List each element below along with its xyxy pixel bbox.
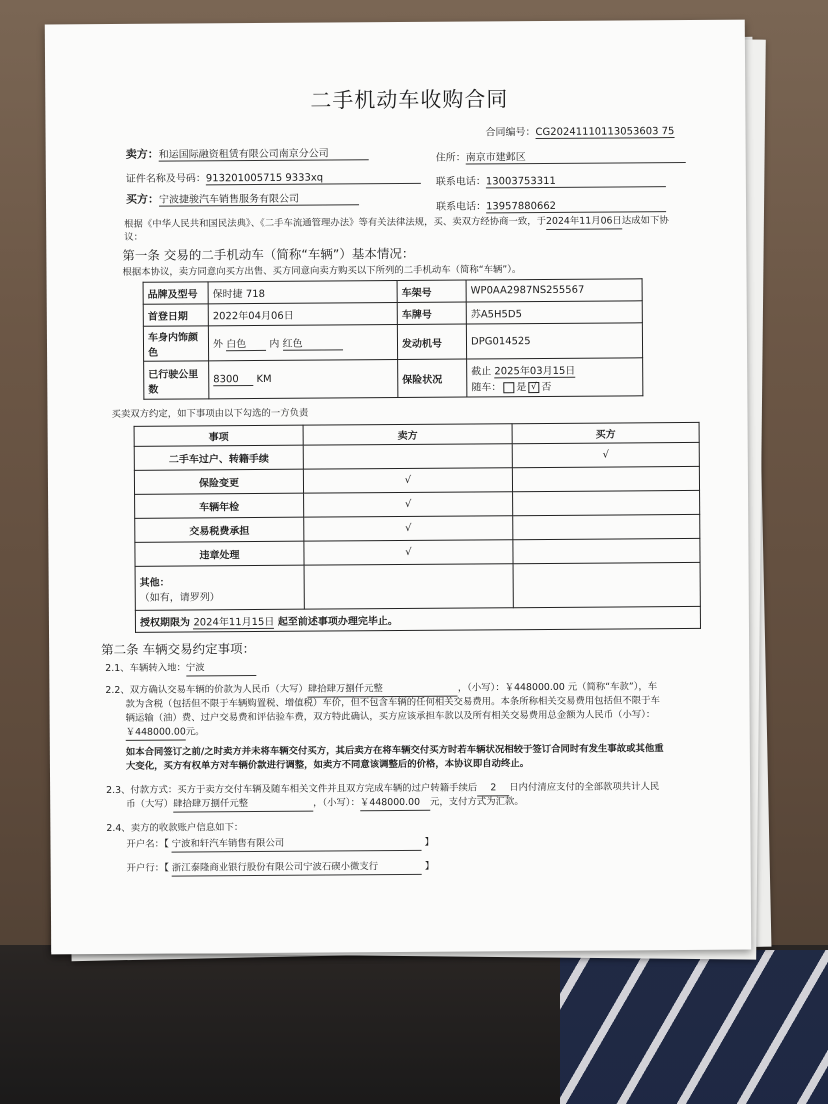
insurance-cell xyxy=(467,358,643,397)
duty-header-seller: 卖方 xyxy=(303,424,512,445)
exterior-color: 白色 xyxy=(226,335,266,351)
mileage-unit: KM xyxy=(256,373,272,385)
account-name-value: 宁波和轩汽车销售有限公司 xyxy=(172,836,422,853)
other-seller-cell xyxy=(304,564,513,609)
id-row xyxy=(126,168,421,186)
clause-2-3-text-tail: 日内付清应支付的全部款项共计人民 xyxy=(509,781,660,794)
buyer-name: 宁波捷骏汽车销售服务有限公司 xyxy=(159,189,359,206)
account-bank-value: 浙江泰隆商业银行股份有限公司宁波石碶小微支行 xyxy=(172,860,422,877)
preamble-text-tail: 达成如下协 xyxy=(621,215,669,227)
clause-2-1-label: 车辆转入地： xyxy=(129,662,186,674)
clause-number: 2.3、 xyxy=(106,784,131,797)
reg-date-value: 2022年04月06日 xyxy=(208,303,397,326)
duty-item: 二手车过户、转籍手续 xyxy=(134,445,303,470)
insurance-label: 保险状况 xyxy=(398,359,467,397)
duty-buyer-mark xyxy=(513,514,700,539)
buyer-label: 买方： xyxy=(125,192,160,206)
table-row xyxy=(144,358,643,399)
seller-address xyxy=(436,147,686,165)
payment-amount: ￥448000.00 xyxy=(360,796,430,811)
contract-page xyxy=(45,20,751,955)
id-value: 913201005715 9333xq xyxy=(206,172,421,186)
contract-number xyxy=(485,122,674,139)
color-value xyxy=(208,325,397,361)
contract-number-value: CG20241110113053603 75 xyxy=(535,126,675,139)
duty-buyer-mark xyxy=(513,538,700,563)
clause-2-2-line2: 款为含税（包括但不限于车辆购置税、增值税）车价，但不包含车辆的任何相关交易费用。本条所称相关交易费用包括但不限于车 xyxy=(125,695,660,710)
duty-item: 车辆年检 xyxy=(135,493,304,518)
payment-days: 2 xyxy=(477,781,509,796)
duty-item: 保险变更 xyxy=(134,469,303,494)
buyer-phone xyxy=(436,196,666,214)
buyer-row xyxy=(126,189,359,207)
duty-intro: 买卖双方约定，如下事项由以下勾选的一方负责 xyxy=(111,407,309,420)
interior-prefix: 内 xyxy=(269,338,280,350)
contract-number-label: 合同编号： xyxy=(485,127,536,139)
total-suffix: 元。 xyxy=(185,726,205,738)
striped-fabric xyxy=(560,950,828,1104)
buyer-phone-value: 13957880662 xyxy=(486,200,666,213)
duty-seller-mark: √ xyxy=(304,540,513,565)
table-row xyxy=(143,323,642,361)
clause-2-1 xyxy=(105,661,256,677)
clause-2-2-bold-line1: 如本合同签订之前/之时卖方并未将车辆交付买方，其后卖方在将车辆交付买方时若车辆状况相较于签订合同时有发生事故或其他重 xyxy=(125,743,664,758)
duty-item: 交易税费承担 xyxy=(135,517,304,542)
id-label: 证件名称及号码： xyxy=(125,173,206,185)
clause-2-4 xyxy=(106,821,243,836)
duty-buyer-mark: √ xyxy=(512,442,699,467)
other-buyer-cell xyxy=(513,562,700,607)
account-bank-row: 开户行：【 浙江泰隆商业银行股份有限公司宁波石碶小微支行 】 xyxy=(127,860,435,877)
article-1-intro: 根据本协议，卖方同意向买方出售、买方同意向卖方购买以下所列的二手机动车（简称“车辆”）。 xyxy=(122,264,522,278)
price-lowercase: ，（小写）：￥448000.00 元（简称“车款”），车 xyxy=(457,681,658,694)
account-bank-label: 开户行： xyxy=(126,862,165,874)
deadline-date: 2024年11月15日 xyxy=(193,612,274,629)
vehicle-table xyxy=(143,278,644,399)
buyer-phone-label: 联系电话： xyxy=(436,201,487,213)
payment-lowercase-label: ，（小写）： xyxy=(313,797,361,809)
payment-uppercase: 肆拾肆万捌仟元整 xyxy=(173,797,313,813)
brand-value: 保时捷 718 xyxy=(208,281,397,304)
yes-checkbox xyxy=(503,382,514,393)
clause-number: 2.4、 xyxy=(106,822,131,835)
payment-method: 元，支付方式为汇款。 xyxy=(429,796,524,808)
vin-value: WP0AA2987NS255567 xyxy=(466,279,642,302)
article-1-title: 第一条 交易的二手机动车（简称“车辆”）基本情况： xyxy=(122,245,415,263)
deadline-cell xyxy=(135,606,700,632)
clause-2-3-line2 xyxy=(126,795,524,813)
plate-value: 苏A5H5D5 xyxy=(466,301,642,324)
seller-address-value: 南京市建邺区 xyxy=(466,147,686,165)
clause-2-4-label: 卖方的收款账户信息如下： xyxy=(130,822,244,834)
duty-header-buyer: 买方 xyxy=(512,422,699,443)
vin-label: 车架号 xyxy=(397,280,466,302)
transfer-destination: 宁波 xyxy=(186,661,256,676)
seller-row xyxy=(126,144,369,162)
price-uppercase: 肆拾肆万捌仟元整 xyxy=(308,682,458,698)
no-checkbox-checked: √ xyxy=(528,382,539,393)
seller-address-label: 住所： xyxy=(435,152,466,164)
duty-seller-mark: √ xyxy=(303,468,512,493)
preamble-date: 2024年11月06日 xyxy=(546,214,622,230)
preamble-text: 根据《中华人民共和国民法典》、《二手车流通管理办法》等有关法律法规，买、卖双方经协商一致，于 xyxy=(124,215,547,230)
account-name-row: 开户名：【 宁波和轩汽车销售有限公司 】 xyxy=(126,836,434,853)
exterior-prefix: 外 xyxy=(212,339,224,351)
brand-label: 品牌及型号 xyxy=(143,282,208,304)
engine-value: DPG014525 xyxy=(466,323,642,359)
duty-header-item: 事项 xyxy=(134,425,303,446)
duty-seller-mark xyxy=(303,444,512,469)
duty-item: 违章处理 xyxy=(135,541,304,566)
other-cell xyxy=(135,565,304,610)
insurance-date: 2025年03月15日 xyxy=(494,362,575,379)
with-car-label: 随车： xyxy=(471,382,502,394)
duty-table xyxy=(134,422,701,633)
preamble xyxy=(124,214,669,233)
deadline-suffix: 起至前述事项办理完毕止。 xyxy=(277,615,398,628)
mileage-value: 8300 xyxy=(213,374,253,386)
other-label: 其他： xyxy=(139,577,170,589)
duty-buyer-mark xyxy=(512,466,699,491)
color-label: 车身内饰颜色 xyxy=(143,326,208,361)
seller-phone-label: 联系电话： xyxy=(435,176,486,188)
seller-phone-value: 13003753311 xyxy=(486,175,666,188)
seller-label: 卖方： xyxy=(125,147,159,161)
clause-2-2-text: 双方确认交易车辆的价款为人民币（大写） xyxy=(129,683,308,696)
interior-color: 红色 xyxy=(282,334,342,350)
preamble-text-end: 议： xyxy=(124,231,144,243)
duty-seller-mark: √ xyxy=(304,516,513,541)
mileage-cell xyxy=(209,359,398,398)
total-amount: ￥448000.00 xyxy=(126,725,186,740)
clause-2-2-bold-line2: 大变化，买方有权单方对车辆价款进行调整，如卖方不同意该调整后的价格，本协议即自动终止。 xyxy=(125,758,530,772)
plate-label: 车牌号 xyxy=(397,302,466,324)
other-hint: （如有，请罗列） xyxy=(139,591,220,604)
seller-name: 和运国际融资租赁有限公司南京分公司 xyxy=(159,144,369,161)
clause-2-2-total xyxy=(126,725,205,741)
duty-seller-mark: √ xyxy=(304,492,513,517)
mileage-label: 已行驶公里数 xyxy=(144,361,209,399)
insurance-prefix: 截止 xyxy=(471,366,492,378)
deadline-label: 授权期限为 xyxy=(139,616,190,629)
engine-label: 发动机号 xyxy=(397,324,466,359)
clause-number: 2.2、 xyxy=(105,684,130,697)
table-row xyxy=(135,606,700,632)
duty-buyer-mark xyxy=(513,490,700,515)
no-label: 否 xyxy=(541,381,552,393)
account-name-label: 开户名： xyxy=(126,838,165,850)
yes-label: 是 xyxy=(516,382,527,394)
table-row xyxy=(135,562,700,610)
clause-2-3-currency: 币（大写） xyxy=(126,798,174,810)
contract-title: 二手机动车收购合同 xyxy=(310,87,509,113)
clause-number: 2.1、 xyxy=(105,662,130,675)
clause-2-3-text: 付款方式：买方于卖方交付车辆及随车相关文件并且双方完成车辆的过户转籍手续后 xyxy=(130,782,478,796)
article-2-title: 第二条 车辆交易约定事项： xyxy=(101,641,256,658)
clause-2-2-line3: 辆运输（油）费、过户交易费和评估验车费，双方特此确认，买方应该承担车款以及所有相关交易费用总金额为人民币（小写）： xyxy=(125,709,656,724)
reg-date-label: 首登日期 xyxy=(143,304,208,326)
seller-phone xyxy=(436,171,666,189)
